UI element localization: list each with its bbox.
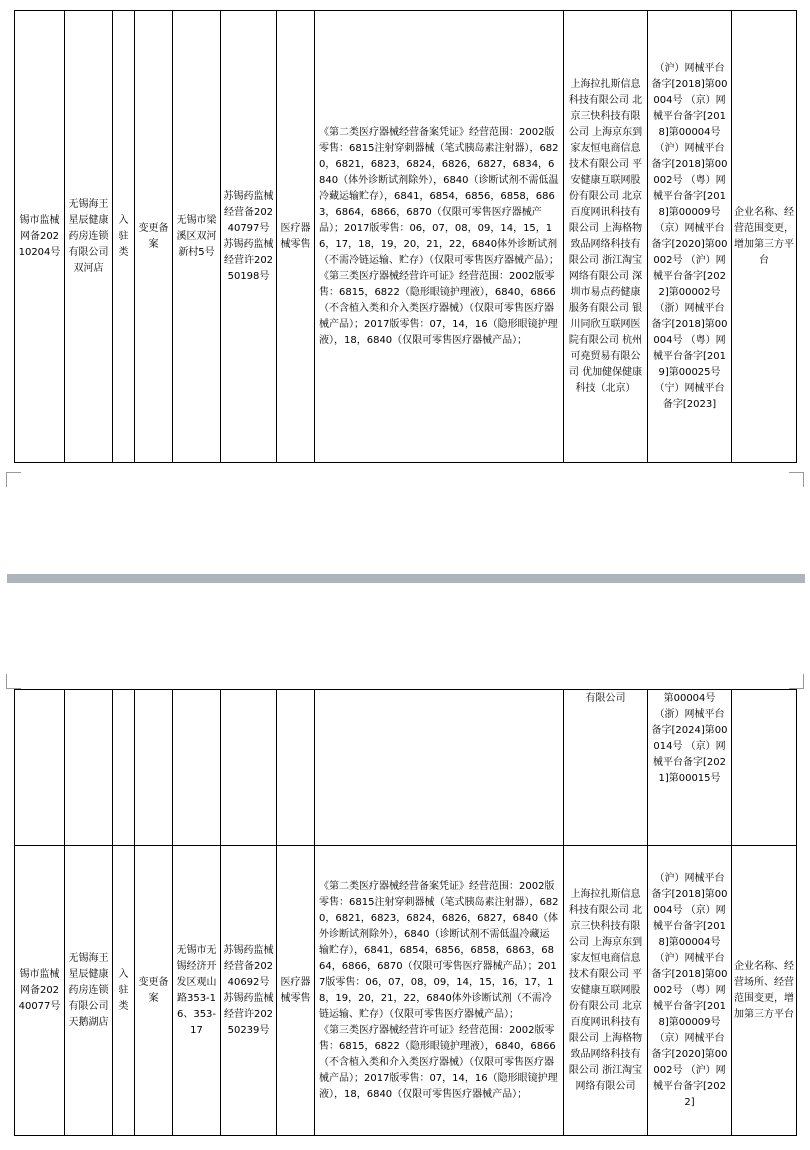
empty-cell — [65, 690, 113, 846]
business-type: 医疗器械零售 — [277, 846, 315, 1136]
empty-cell — [173, 690, 221, 846]
address: 无锡市梁溪区双河新村5号 — [173, 11, 221, 463]
page-corner-mark — [789, 674, 804, 689]
change-type: 变更备案 — [135, 11, 173, 463]
document-page-2 — [0, 600, 810, 1150]
page-corner-mark — [789, 472, 804, 487]
change-type: 变更备案 — [135, 846, 173, 1136]
category: 入驻类 — [113, 11, 135, 463]
platform-companies-continued: 有限公司 — [564, 690, 648, 846]
business-scope — [315, 846, 564, 1136]
record-table-page-2 — [14, 689, 797, 1136]
empty-cell — [732, 690, 797, 846]
platform-record-numbers: （沪）网械平台备字[2018]第00004号 （京）网械平台备字[2018]第00004号 （沪）网械平台备字[2018]第00002号 （粤）网械平台备字[2018]第00009号 （京）网械平台备字[2020]第00002号 （沪）网械平台备字[2022] — [648, 846, 732, 1136]
company-name: 无锡海王星辰健康药房连锁有限公司天鹅湖店 — [65, 846, 113, 1136]
scope-class-2: 《第二类医疗器械经营备案凭证》经营范围：2002版零售：6815注射穿刺器械（笔式胰岛素注射器），6820，6821，6823，6824，6826，6827，6840（体外诊断试剂除外），6840（诊断试剂不需低温冷藏运输贮存），6841，6854，6856，6858，6863，6864，6866，6870（仅限可零售医疗器械产品）；2017版零售：06，07，08，09，14，15，16，17，18，19，20，21，22，6840体外诊断试剂（不需冷链运输、贮存）（仅限可零售医疗器械产品）； — [319, 880, 559, 1020]
business-type: 医疗器械零售 — [277, 11, 315, 463]
empty-cell — [135, 690, 173, 846]
scope-class-2: 《第二类医疗器械经营备案凭证》经营范围：2002版零售：6815注射穿刺器械（笔式胰岛素注射器），6820，6821，6823，6824，6826，6827，6834，6840（体外诊断试剂除外），6840（诊断试剂不需低温冷藏运输贮存），6841，6854，6856，6858，6863，6864，6866，6870（仅限可零售医疗器械产品）；2017版零售：06，07，08，09，14，15，16，17，18，19，20，21，22，6840体外诊断试剂（不需冷链运输、贮存）（仅限可零售医疗器械产品）； — [319, 126, 559, 266]
platform-companies: 上海拉扎斯信息科技有限公司 北京三快科技有限公司 上海京东到家友恒电商信息技术有限公司 平安健康互联网股份有限公司 北京百度网讯科技有限公司 上海格物致品网络科技有限公司 浙江淘宝网络有限公司 — [564, 846, 648, 1136]
table-row — [15, 846, 797, 1136]
empty-cell — [113, 690, 135, 846]
category: 入驻类 — [113, 846, 135, 1136]
page-corner-mark — [6, 472, 21, 487]
scope-class-3: 《第三类医疗器械经营许可证》经营范围：2002版零售：6815，6822（隐形眼镜护理液），6840，6866（不含植入类和介入类医疗器械）（仅限可零售医疗器械产品）；2017版零售：07，14，16（隐形眼镜护理液），18，6840（仅限可零售医疗器械产品）； — [319, 270, 558, 346]
document-page-1 — [0, 0, 810, 520]
platform-records-continued: 第00004号 （浙）网械平台备字[2024]第00014号 （京）网械平台备字[2021]第00015号 — [648, 690, 732, 846]
remark: 企业名称、经营范围变更，增加第三方平台 — [732, 11, 797, 463]
platform-companies: 上海拉扎斯信息科技有限公司 北京三快科技有限公司 上海京东到家友恒电商信息技术有限公司 平安健康互联网股份有限公司 北京百度网讯科技有限公司 上海格物致品网络科技有限公司 浙江淘宝网络有限公司 深圳市易点药健康服务有限公司 银川同欣互联网医院有限公司 杭州可堯贸易有限公司 优加健保健康科技（北京） — [564, 11, 648, 463]
scope-class-3: 《第三类医疗器械经营许可证》经营范围：2002版零售：6815，6822（隐形眼镜护理液），6840，6866（不含植入类和介入类医疗器械）（仅限可零售医疗器械产品）；2017版零售：07，14，16（隐形眼镜护理液），18，6840（仅限可零售医疗器械产品）； — [319, 1024, 558, 1100]
platform-record-numbers: （沪）网械平台备字[2018]第00004号 （京）网械平台备字[2018]第00004号 （沪）网械平台备字[2018]第00002号 （粤）网械平台备字[2018]第00009号 （京）网械平台备字[2020]第00002号 （沪）网械平台备字[2022]第00002号 （浙）网械平台备字[2018]第00004号 （粤）网械平台备字[2019]第00025号 （宁）网械平台备字[2023] — [648, 11, 732, 463]
page-separator-band — [7, 574, 805, 583]
empty-cell — [15, 690, 65, 846]
license-numbers: 苏锡药监械经营备20240797号 苏锡药监械经营许20250198号 — [221, 11, 277, 463]
empty-cell — [221, 690, 277, 846]
empty-cell — [315, 690, 564, 846]
page-separator — [0, 520, 810, 600]
empty-cell — [277, 690, 315, 846]
company-name: 无锡海王星辰健康药房连锁有限公司双河店 — [65, 11, 113, 463]
page-corner-mark — [6, 674, 21, 689]
table-row — [15, 11, 797, 463]
address: 无锡市无锡经济开发区观山路353-16、353-17 — [173, 846, 221, 1136]
record-number: 锡市监械网备20240077号 — [15, 846, 65, 1136]
license-numbers: 苏锡药监械经营备20240692号 苏锡药监械经营许20250239号 — [221, 846, 277, 1136]
business-scope — [315, 11, 564, 463]
table-row — [15, 690, 797, 846]
record-table-page-1 — [14, 10, 797, 463]
record-number: 锡市监械网备20210204号 — [15, 11, 65, 463]
remark: 企业名称、经营场所、经营范围变更，增加第三方平台 — [732, 846, 797, 1136]
